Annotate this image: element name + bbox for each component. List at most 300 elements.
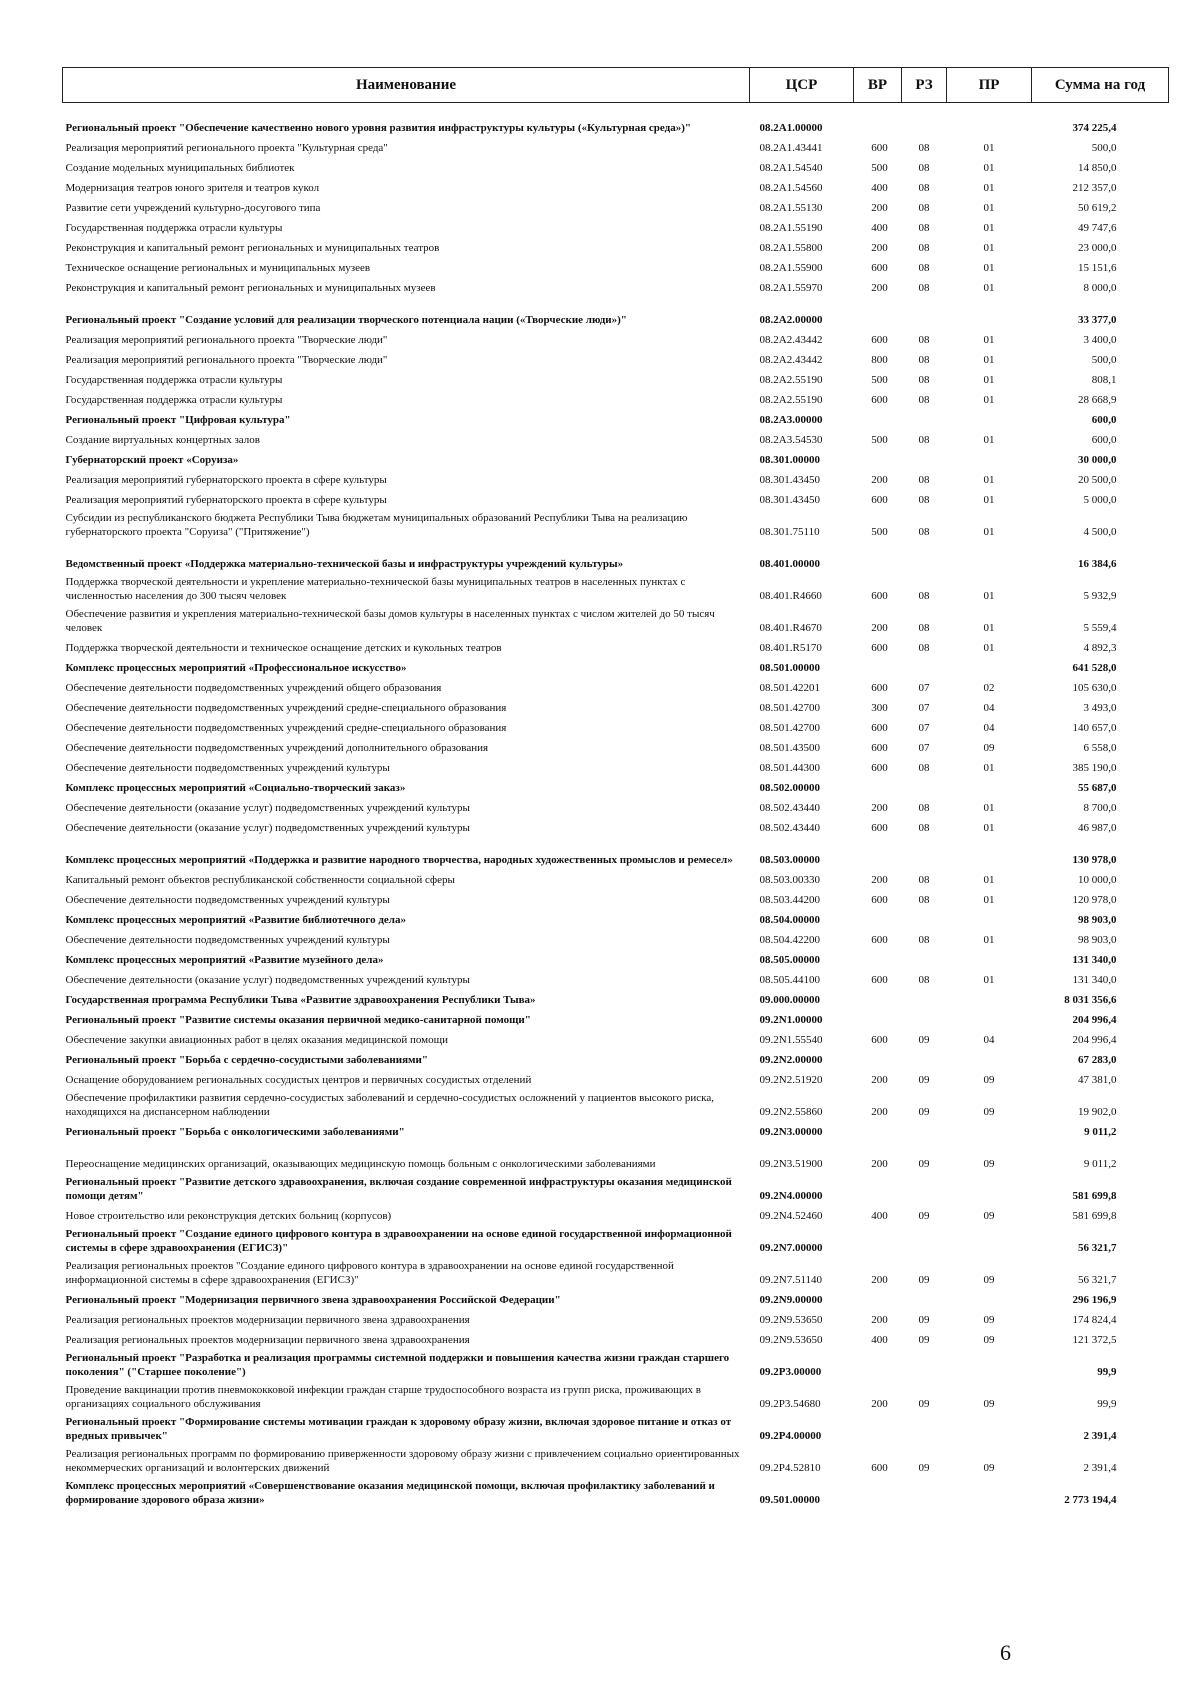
table-header [63, 68, 1169, 103]
cell-name: Оснащение оборудованием региональных сосудистых центров и первичных сосудистых отделений [65, 1074, 532, 1086]
cell-rz: 07 [918, 722, 930, 734]
cell-vr: 200 [871, 1398, 888, 1410]
cell-name: Модернизация театров юного зрителя и театров кукол [65, 182, 320, 194]
cell-sum: 28 668,9 [1078, 394, 1117, 406]
table-row [63, 927, 1169, 947]
cell-vr: 200 [871, 1314, 888, 1326]
cell-pr [947, 907, 1032, 927]
cell-sum: 296 196,9 [1072, 1294, 1117, 1306]
cell-vr: 600 [871, 1462, 888, 1474]
cell-pr: 09 [983, 1210, 995, 1222]
cell-vr [854, 1119, 902, 1139]
cell-csr: 09.2N7.00000 [759, 1242, 823, 1254]
cell-csr: 08.301.00000 [759, 454, 820, 466]
cell-rz [902, 947, 947, 967]
cell-sum: 16 384,6 [1078, 558, 1117, 570]
cell-name: Региональный проект "Цифровая культура" [65, 414, 291, 426]
cell-vr [854, 1047, 902, 1067]
cell-vr [854, 775, 902, 795]
cell-sum: 4 892,3 [1083, 642, 1117, 654]
cell-pr: 01 [983, 434, 995, 446]
table-section-row [63, 947, 1169, 967]
cell-csr: 08.2А1.43441 [759, 142, 823, 154]
cell-sum: 2 773 194,4 [1064, 1494, 1117, 1506]
cell-sum: 204 996,4 [1072, 1034, 1117, 1046]
table-row [63, 1255, 1169, 1287]
cell-sum: 3 400,0 [1083, 334, 1117, 346]
cell-csr: 08.502.43440 [759, 802, 820, 814]
cell-name: Обеспечение деятельности подведомственных учреждений культуры [65, 762, 390, 774]
cell-name: Обеспечение деятельности (оказание услуг) подведомственных учреждений культуры [65, 822, 470, 834]
cell-pr: 01 [983, 590, 995, 602]
cell-rz: 08 [918, 262, 930, 274]
table-row [63, 195, 1169, 215]
cell-pr [947, 103, 1032, 136]
table-row [63, 795, 1169, 815]
cell-sum: 4 500,0 [1083, 526, 1117, 538]
table-section-row [63, 655, 1169, 675]
table-row [63, 175, 1169, 195]
cell-pr [947, 1223, 1032, 1255]
table-section-row [63, 1347, 1169, 1379]
table-row [63, 715, 1169, 735]
cell-name: Комплекс процессных мероприятий «Развитие библиотечного дела» [65, 914, 406, 926]
cell-vr [854, 447, 902, 467]
cell-vr: 500 [871, 162, 888, 174]
cell-csr: 09.2N1.00000 [759, 1014, 823, 1026]
cell-rz: 09 [918, 1334, 930, 1346]
cell-vr: 200 [871, 1074, 888, 1086]
table-row [63, 1027, 1169, 1047]
cell-pr: 04 [983, 1034, 995, 1046]
cell-vr [854, 1171, 902, 1203]
cell-pr: 01 [983, 222, 995, 234]
cell-csr: 08.2А1.54560 [759, 182, 823, 194]
cell-vr: 600 [871, 1034, 888, 1046]
cell-csr: 08.502.43440 [759, 822, 820, 834]
cell-pr: 09 [983, 1462, 995, 1474]
cell-rz: 08 [918, 242, 930, 254]
cell-csr: 08.2А1.00000 [759, 122, 823, 134]
cell-sum: 14 850,0 [1078, 162, 1117, 174]
cell-name: Комплекс процессных мероприятий «Профессиональное искусство» [65, 662, 407, 674]
table-row [63, 1067, 1169, 1087]
cell-vr: 200 [871, 802, 888, 814]
table-section-row [63, 775, 1169, 795]
cell-csr: 09.2Р3.54680 [759, 1398, 821, 1410]
cell-vr: 600 [871, 894, 888, 906]
cell-rz [902, 987, 947, 1007]
cell-csr: 09.2Р4.00000 [759, 1430, 822, 1442]
page-number: 6 [1000, 1640, 1011, 1665]
cell-rz: 09 [918, 1398, 930, 1410]
cell-pr [947, 987, 1032, 1007]
cell-sum: 6 558,0 [1083, 742, 1117, 754]
table-row [63, 1443, 1169, 1475]
cell-vr: 600 [871, 974, 888, 986]
cell-csr: 09.2N9.53650 [759, 1334, 823, 1346]
cell-sum: 9 011,2 [1083, 1158, 1117, 1170]
cell-csr: 08.501.44300 [759, 762, 820, 774]
cell-rz: 09 [918, 1462, 930, 1474]
cell-vr [854, 407, 902, 427]
cell-name: Реконструкция и капитальный ремонт региональных и муниципальных театров [65, 242, 440, 254]
cell-name: Региональный проект "Борьба с сердечно-сосудистыми заболеваниями" [65, 1054, 428, 1066]
cell-sum: 30 000,0 [1078, 454, 1117, 466]
cell-vr: 500 [871, 434, 888, 446]
cell-csr: 08.2А1.55800 [759, 242, 823, 254]
cell-vr [854, 1287, 902, 1307]
cell-name: Создание виртуальных концертных залов [65, 434, 260, 446]
cell-vr [854, 947, 902, 967]
cell-rz [902, 1119, 947, 1139]
table-section-row [63, 103, 1169, 136]
table-section-row [63, 1047, 1169, 1067]
cell-sum: 10 000,0 [1078, 874, 1117, 886]
cell-vr: 400 [871, 222, 888, 234]
cell-sum: 98 903,0 [1078, 914, 1117, 926]
table-section-row [63, 835, 1169, 867]
table-row [63, 427, 1169, 447]
cell-sum: 5 000,0 [1083, 494, 1117, 506]
cell-sum: 500,0 [1091, 142, 1117, 154]
cell-sum: 2 391,4 [1083, 1462, 1117, 1474]
header-row [63, 68, 1169, 103]
cell-sum: 600,0 [1091, 434, 1117, 446]
table-row [63, 1139, 1169, 1171]
cell-rz [902, 775, 947, 795]
cell-name: Переоснащение медицинских организаций, оказывающих медицинскую помощь больным с онкологическими заболеваниями [65, 1158, 656, 1170]
cell-sum: 121 372,5 [1072, 1334, 1117, 1346]
cell-sum: 56 321,7 [1078, 1274, 1117, 1286]
cell-pr: 01 [983, 894, 995, 906]
budget-table-sheet [62, 67, 1168, 1507]
cell-name: Реализация региональных программ по формированию приверженности здоровому образу жизни с привлечением социально ориентированных некоммерческих организаций и волонтерских движений [65, 1448, 740, 1474]
header-rz: РЗ [902, 68, 947, 103]
cell-rz: 07 [918, 742, 930, 754]
cell-pr: 01 [983, 642, 995, 654]
header-name: Наименование [63, 68, 750, 103]
cell-csr: 08.2А2.55190 [759, 374, 823, 386]
cell-pr [947, 1287, 1032, 1307]
cell-name: Поддержка творческой деятельности и техническое оснащение детских и кукольных театров [65, 642, 502, 654]
cell-vr: 600 [871, 742, 888, 754]
cell-sum: 20 500,0 [1078, 474, 1117, 486]
cell-name: Новое строительство или реконструкция детских больниц (корпусов) [65, 1210, 392, 1222]
cell-name: Региональный проект "Обеспечение качественно нового уровня развития инфраструктуры культуры («Культурная среда»)" [65, 122, 691, 134]
table-section-row [63, 987, 1169, 1007]
cell-vr [854, 1007, 902, 1027]
cell-name: Государственная программа Республики Тыва «Развитие здравоохранения Республики Тыва» [65, 994, 536, 1006]
cell-csr: 09.2N2.51920 [759, 1074, 823, 1086]
cell-vr [854, 835, 902, 867]
cell-csr: 08.504.00000 [759, 914, 820, 926]
cell-vr [854, 1411, 902, 1443]
cell-csr: 08.401.00000 [759, 558, 820, 570]
cell-rz: 08 [918, 802, 930, 814]
cell-vr [854, 1475, 902, 1507]
cell-vr [854, 655, 902, 675]
cell-vr: 200 [871, 1274, 888, 1286]
table-section-row [63, 907, 1169, 927]
table-row [63, 967, 1169, 987]
cell-sum: 500,0 [1091, 354, 1117, 366]
cell-pr: 01 [983, 474, 995, 486]
cell-vr: 600 [871, 142, 888, 154]
cell-rz: 08 [918, 974, 930, 986]
cell-csr: 09.501.00000 [759, 1494, 820, 1506]
table-section-row [63, 1287, 1169, 1307]
table-row [63, 467, 1169, 487]
cell-rz [902, 539, 947, 571]
cell-sum: 50 619,2 [1078, 202, 1117, 214]
cell-name: Реализация региональных проектов модернизации первичного звена здравоохранения [65, 1334, 470, 1346]
cell-rz: 08 [918, 182, 930, 194]
cell-vr: 200 [871, 1106, 888, 1118]
cell-pr [947, 835, 1032, 867]
table-row [63, 327, 1169, 347]
cell-name: Техническое оснащение региональных и муниципальных музеев [65, 262, 371, 274]
cell-name: Государственная поддержка отрасли культуры [65, 222, 283, 234]
cell-name: Обеспечение деятельности подведомственных учреждений культуры [65, 894, 390, 906]
cell-sum: 47 381,0 [1078, 1074, 1117, 1086]
cell-name: Реализация мероприятий регионального проекта "Творческие люди" [65, 334, 388, 346]
cell-rz [902, 1047, 947, 1067]
cell-name: Комплекс процессных мероприятий «Развитие музейного дела» [65, 954, 384, 966]
cell-name: Обеспечение закупки авиационных работ в целях оказания медицинской помощи [65, 1034, 448, 1046]
cell-vr [854, 907, 902, 927]
cell-pr: 09 [983, 1398, 995, 1410]
table-row [63, 487, 1169, 507]
cell-sum: 46 987,0 [1078, 822, 1117, 834]
cell-vr: 500 [871, 374, 888, 386]
cell-vr: 500 [871, 526, 888, 538]
cell-csr: 08.401.R4660 [759, 590, 822, 602]
cell-name: Капитальный ремонт объектов республиканской собственности социальной сферы [65, 874, 455, 886]
cell-csr: 08.504.42200 [759, 934, 820, 946]
cell-rz: 09 [918, 1034, 930, 1046]
cell-csr: 09.2N3.00000 [759, 1126, 823, 1138]
cell-name: Региональный проект "Модернизация первичного звена здравоохранения Российской Федерации" [65, 1294, 561, 1306]
cell-sum: 131 340,0 [1072, 974, 1117, 986]
cell-vr [854, 295, 902, 327]
cell-sum: 385 190,0 [1072, 762, 1117, 774]
cell-rz [902, 1171, 947, 1203]
cell-csr: 09.000.00000 [759, 994, 820, 1006]
cell-rz: 08 [918, 494, 930, 506]
cell-sum: 600,0 [1091, 414, 1117, 426]
cell-csr: 09.2N4.52460 [759, 1210, 823, 1222]
cell-csr: 08.2А2.55190 [759, 394, 823, 406]
cell-csr: 08.401.R5170 [759, 642, 822, 654]
cell-pr: 01 [983, 762, 995, 774]
cell-rz: 08 [918, 590, 930, 602]
table-row [63, 215, 1169, 235]
cell-sum: 56 321,7 [1078, 1242, 1117, 1254]
cell-sum: 174 824,4 [1072, 1314, 1117, 1326]
cell-csr: 08.2А1.54540 [759, 162, 823, 174]
cell-pr [947, 1475, 1032, 1507]
table-section-row [63, 1171, 1169, 1203]
cell-pr: 01 [983, 974, 995, 986]
cell-pr [947, 1171, 1032, 1203]
cell-pr: 01 [983, 874, 995, 886]
header-pr: ПР [947, 68, 1032, 103]
cell-vr: 600 [871, 722, 888, 734]
cell-pr: 01 [983, 262, 995, 274]
cell-csr: 08.2А2.00000 [759, 314, 823, 326]
cell-name: Региональный проект "Разработка и реализация программы системной поддержки и повышения качества жизни граждан старшего поколения" ("Старшее поколение") [65, 1352, 730, 1378]
cell-sum: 99,9 [1097, 1398, 1117, 1410]
cell-name: Реализация региональных проектов "Создание единого цифрового контура в здравоохранении на основе единой государственной информационной системы в сфере здравоохранения (ЕГИСЗ)" [65, 1260, 674, 1286]
cell-sum: 641 528,0 [1072, 662, 1117, 674]
cell-pr: 09 [983, 1334, 995, 1346]
cell-csr: 08.503.00000 [759, 854, 820, 866]
cell-pr: 01 [983, 622, 995, 634]
table-row [63, 367, 1169, 387]
cell-pr [947, 447, 1032, 467]
cell-sum: 204 996,4 [1072, 1014, 1117, 1026]
table-section-row [63, 1475, 1169, 1507]
cell-sum: 99,9 [1097, 1366, 1117, 1378]
cell-sum: 15 151,6 [1078, 262, 1117, 274]
cell-name: Региональный проект "Создание единого цифрового контура в здравоохранении на основе единой государственной информационной системы в сфере здравоохранения (ЕГИСЗ)" [65, 1228, 732, 1254]
cell-rz: 08 [918, 142, 930, 154]
cell-sum: 55 687,0 [1078, 782, 1117, 794]
table-section-row [63, 1411, 1169, 1443]
cell-rz: 08 [918, 394, 930, 406]
header-vr: ВР [854, 68, 902, 103]
table-row [63, 507, 1169, 539]
cell-rz: 08 [918, 282, 930, 294]
cell-sum: 33 377,0 [1078, 314, 1117, 326]
table-row [63, 755, 1169, 775]
cell-csr: 09.2Р3.00000 [759, 1366, 822, 1378]
cell-name: Государственная поддержка отрасли культуры [65, 394, 283, 406]
cell-name: Региональный проект "Формирование системы мотивации граждан к здоровому образу жизни, включая здоровое питание и отказ от вредных привычек" [65, 1416, 732, 1442]
cell-pr: 01 [983, 354, 995, 366]
cell-pr: 01 [983, 934, 995, 946]
cell-name: Развитие сети учреждений культурно-досугового типа [65, 202, 321, 214]
cell-vr: 600 [871, 762, 888, 774]
cell-pr [947, 947, 1032, 967]
cell-pr [947, 539, 1032, 571]
cell-csr: 08.502.00000 [759, 782, 820, 794]
cell-vr: 600 [871, 494, 888, 506]
table-section-row [63, 1007, 1169, 1027]
cell-rz [902, 1347, 947, 1379]
table-row [63, 735, 1169, 755]
cell-csr: 09.2N3.51900 [759, 1158, 823, 1170]
cell-pr: 01 [983, 526, 995, 538]
cell-sum: 130 978,0 [1072, 854, 1117, 866]
cell-sum: 808,1 [1091, 374, 1117, 386]
cell-rz: 08 [918, 162, 930, 174]
cell-csr: 08.2А1.55970 [759, 282, 823, 294]
cell-name: Обеспечение деятельности подведомственных учреждений средне-специального образования [65, 722, 507, 734]
cell-sum: 8 031 356,6 [1064, 994, 1117, 1006]
table-row [63, 603, 1169, 635]
cell-sum: 2 391,4 [1083, 1430, 1117, 1442]
cell-name: Региональный проект "Развитие детского здравоохранения, включая создание современной инфраструктуры оказания медицинской помощи детям" [65, 1176, 732, 1202]
cell-rz: 07 [918, 702, 930, 714]
cell-name: Реконструкция и капитальный ремонт региональных и муниципальных музеев [65, 282, 436, 294]
cell-csr: 08.503.00330 [759, 874, 820, 886]
cell-name: Государственная поддержка отрасли культуры [65, 374, 283, 386]
cell-pr: 01 [983, 242, 995, 254]
table-row [63, 347, 1169, 367]
cell-name: Региональный проект "Развитие системы оказания первичной медико-санитарной помощи" [65, 1014, 531, 1026]
cell-rz: 08 [918, 434, 930, 446]
cell-csr: 08.401.R4670 [759, 622, 822, 634]
cell-csr: 08.301.75110 [759, 526, 820, 538]
cell-csr: 08.501.43500 [759, 742, 820, 754]
table-row [63, 1087, 1169, 1119]
cell-pr [947, 295, 1032, 327]
cell-vr: 400 [871, 182, 888, 194]
cell-name: Проведение вакцинации против пневмококковой инфекции граждан старше трудоспособного возраста из групп риска, проживающих в организациях социального обслуживания [65, 1384, 701, 1410]
cell-sum: 67 283,0 [1078, 1054, 1117, 1066]
cell-csr: 08.2А2.43442 [759, 334, 823, 346]
cell-vr: 400 [871, 1334, 888, 1346]
cell-sum: 23 000,0 [1078, 242, 1117, 254]
cell-rz: 09 [918, 1274, 930, 1286]
cell-rz: 09 [918, 1158, 930, 1170]
cell-sum: 212 357,0 [1072, 182, 1117, 194]
cell-csr: 08.501.42700 [759, 702, 820, 714]
cell-pr [947, 407, 1032, 427]
table-row [63, 235, 1169, 255]
cell-sum: 105 630,0 [1072, 682, 1117, 694]
cell-name: Реализация мероприятий регионального проекта "Творческие люди" [65, 354, 388, 366]
cell-vr: 200 [871, 622, 888, 634]
table-row [63, 635, 1169, 655]
table-section-row [63, 539, 1169, 571]
table-row [63, 275, 1169, 295]
cell-sum: 5 932,9 [1083, 590, 1117, 602]
cell-csr: 09.2N9.00000 [759, 1294, 823, 1306]
table-section-row [63, 447, 1169, 467]
cell-sum: 120 978,0 [1072, 894, 1117, 906]
cell-pr: 01 [983, 334, 995, 346]
cell-pr: 01 [983, 494, 995, 506]
cell-vr: 400 [871, 1210, 888, 1222]
cell-rz: 08 [918, 894, 930, 906]
cell-pr [947, 1411, 1032, 1443]
cell-name: Поддержка творческой деятельности и укрепление материально-технической базы муниципальных театров в населенных пунктах с численностью населения до 300 тысяч человек [65, 576, 686, 602]
table-row [63, 1327, 1169, 1347]
cell-name: Обеспечение деятельности подведомственных учреждений дополнительного образования [65, 742, 489, 754]
cell-vr: 200 [871, 1158, 888, 1170]
cell-sum: 131 340,0 [1072, 954, 1117, 966]
cell-pr: 09 [983, 1158, 995, 1170]
cell-rz: 07 [918, 682, 930, 694]
cell-name: Региональный проект "Создание условий для реализации творческого потенциала нации («Творческие люди»)" [65, 314, 627, 326]
cell-pr: 01 [983, 822, 995, 834]
cell-csr: 09.2N7.51140 [759, 1274, 823, 1286]
table-row [63, 867, 1169, 887]
cell-vr: 600 [871, 394, 888, 406]
cell-sum: 49 747,6 [1078, 222, 1117, 234]
table-row [63, 571, 1169, 603]
cell-rz: 09 [918, 1314, 930, 1326]
cell-pr [947, 775, 1032, 795]
cell-csr: 08.2А1.55130 [759, 202, 823, 214]
cell-rz [902, 1475, 947, 1507]
cell-name: Создание модельных муниципальных библиотек [65, 162, 295, 174]
table-row [63, 1203, 1169, 1223]
table-row [63, 695, 1169, 715]
